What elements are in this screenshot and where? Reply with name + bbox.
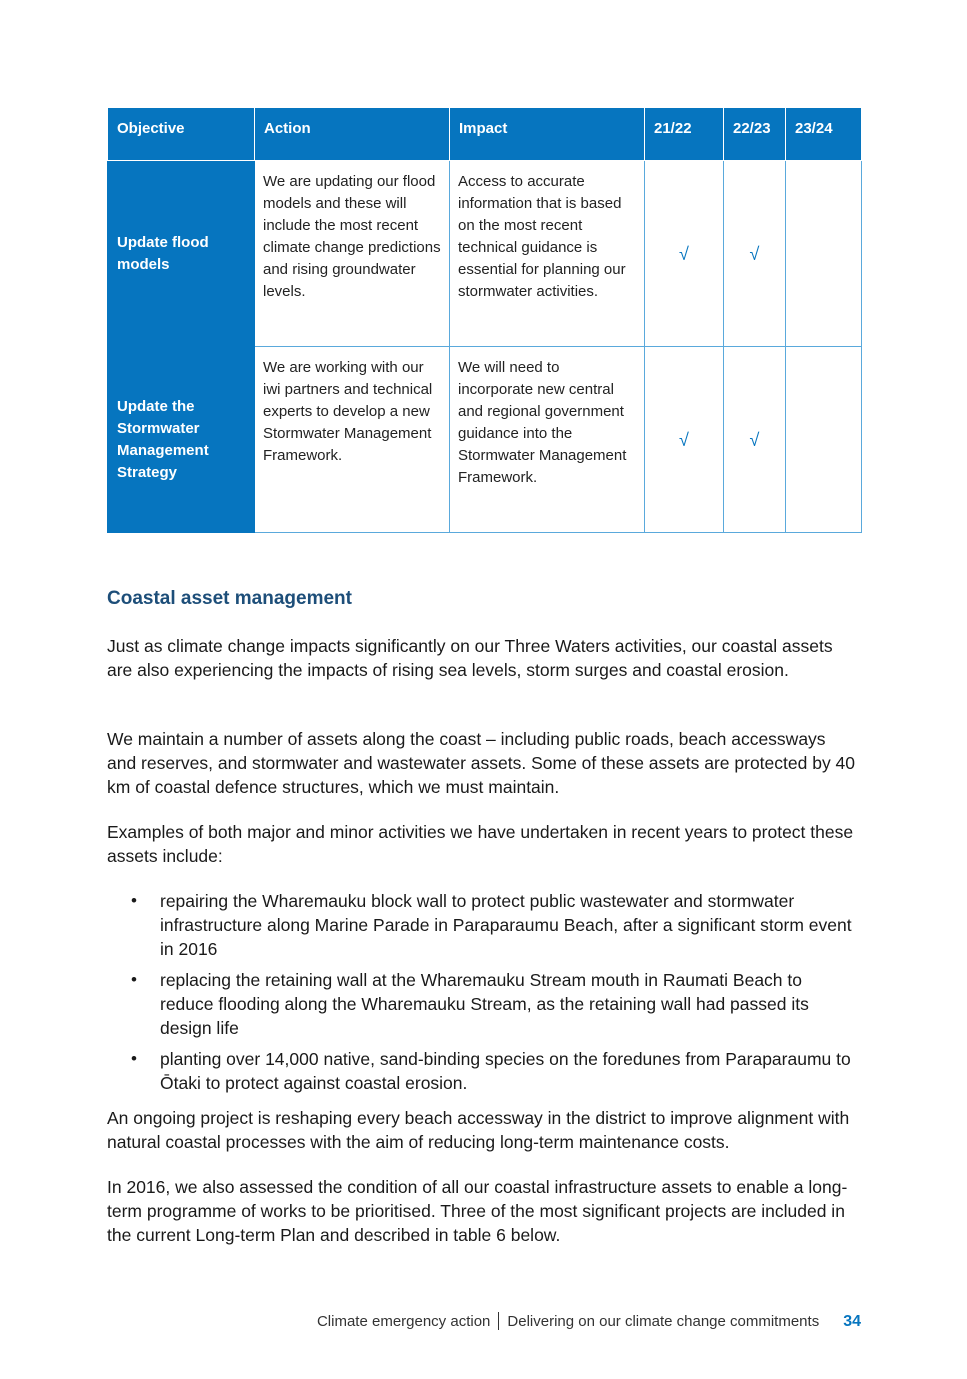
list-item: • planting over 14,000 native, sand-binding species on the foredunes from Paraparaumu to Ōtaki to protect against coastal erosion. (131, 1049, 851, 1093)
table-header-row (108, 108, 862, 161)
footer-left-text: Climate emergency action (316, 1313, 491, 1330)
impact-cell: We will need to incorporate new central and regional government guidance into the Stormwater Management Framework. (450, 347, 645, 533)
header-2122: 21/22 (645, 108, 724, 161)
paragraph-4: An ongoing project is reshaping every beach accessway in the district to improve alignment with natural coastal processes with the aim of reducing long-term maintenance costs. (107, 1108, 850, 1152)
header-2324: 23/24 (786, 108, 862, 161)
page-footer (317, 1312, 861, 1331)
header-objective: Objective (108, 108, 255, 161)
action-cell: We are working with our iwi partners and technical experts to develop a new Stormwater Management Framework. (255, 347, 450, 533)
tick-2122: √ (645, 347, 724, 533)
paragraph-2: We maintain a number of assets along the coast – including public roads, beach accessways and reserves, and stormwater and wastewater assets. Some of these assets are protected by 40 km of coastal defence structures, which we must maintain. (107, 729, 856, 797)
paragraph-5: In 2016, we also assessed the condition of all our coastal infrastructure assets to enable a long-term programme of works to be prioritised. Three of the most significant projects are included in the current Long-term Plan and described in table 6 below. (107, 1177, 848, 1245)
bullet-icon: • (131, 891, 137, 910)
tick-2122: √ (645, 161, 724, 347)
section-heading: Coastal asset management (107, 588, 352, 609)
activities-list (107, 889, 859, 1102)
list-item: • repairing the Wharemauku block wall to protect public wastewater and stormwater infrastructure along Marine Parade in Paraparaumu Beach, after a significant storm event in 2016 (131, 891, 852, 959)
table-row (108, 347, 862, 533)
header-action: Action (255, 108, 450, 161)
tick-2223: √ (724, 347, 786, 533)
objective-cell: Update the Stormwater Management Strategy (108, 347, 255, 533)
footer-right-text: Delivering on our climate change commitments (507, 1313, 820, 1330)
action-cell: We are updating our flood models and these will include the most recent climate change predictions and rising groundwater levels. (255, 161, 450, 347)
footer-divider (498, 1312, 499, 1330)
tick-2324 (786, 161, 862, 347)
objective-cell: Update flood models (108, 161, 255, 347)
paragraph-3: Examples of both major and minor activities we have undertaken in recent years to protect these assets include: (107, 822, 854, 866)
objectives-table (107, 107, 862, 533)
tick-2324 (786, 347, 862, 533)
table-row (108, 161, 862, 347)
impact-cell: Access to accurate information that is based on the most recent technical guidance is essential for planning our stormwater activities. (450, 161, 645, 347)
paragraph-1: Just as climate change impacts significantly on our Three Waters activities, our coastal assets are also experiencing the impacts of rising sea levels, storm surges and coastal erosion. (107, 636, 833, 680)
bullet-icon: • (131, 970, 137, 989)
list-item: • replacing the retaining wall at the Wharemauku Stream mouth in Raumati Beach to reduce flooding along the Wharemauku Stream, as the retaining wall had passed its design life (131, 970, 809, 1038)
tick-2223: √ (724, 161, 786, 347)
header-2223: 22/23 (724, 108, 786, 161)
bullet-icon: • (131, 1049, 137, 1068)
header-impact: Impact (450, 108, 645, 161)
page-number: 34 (843, 1313, 861, 1330)
